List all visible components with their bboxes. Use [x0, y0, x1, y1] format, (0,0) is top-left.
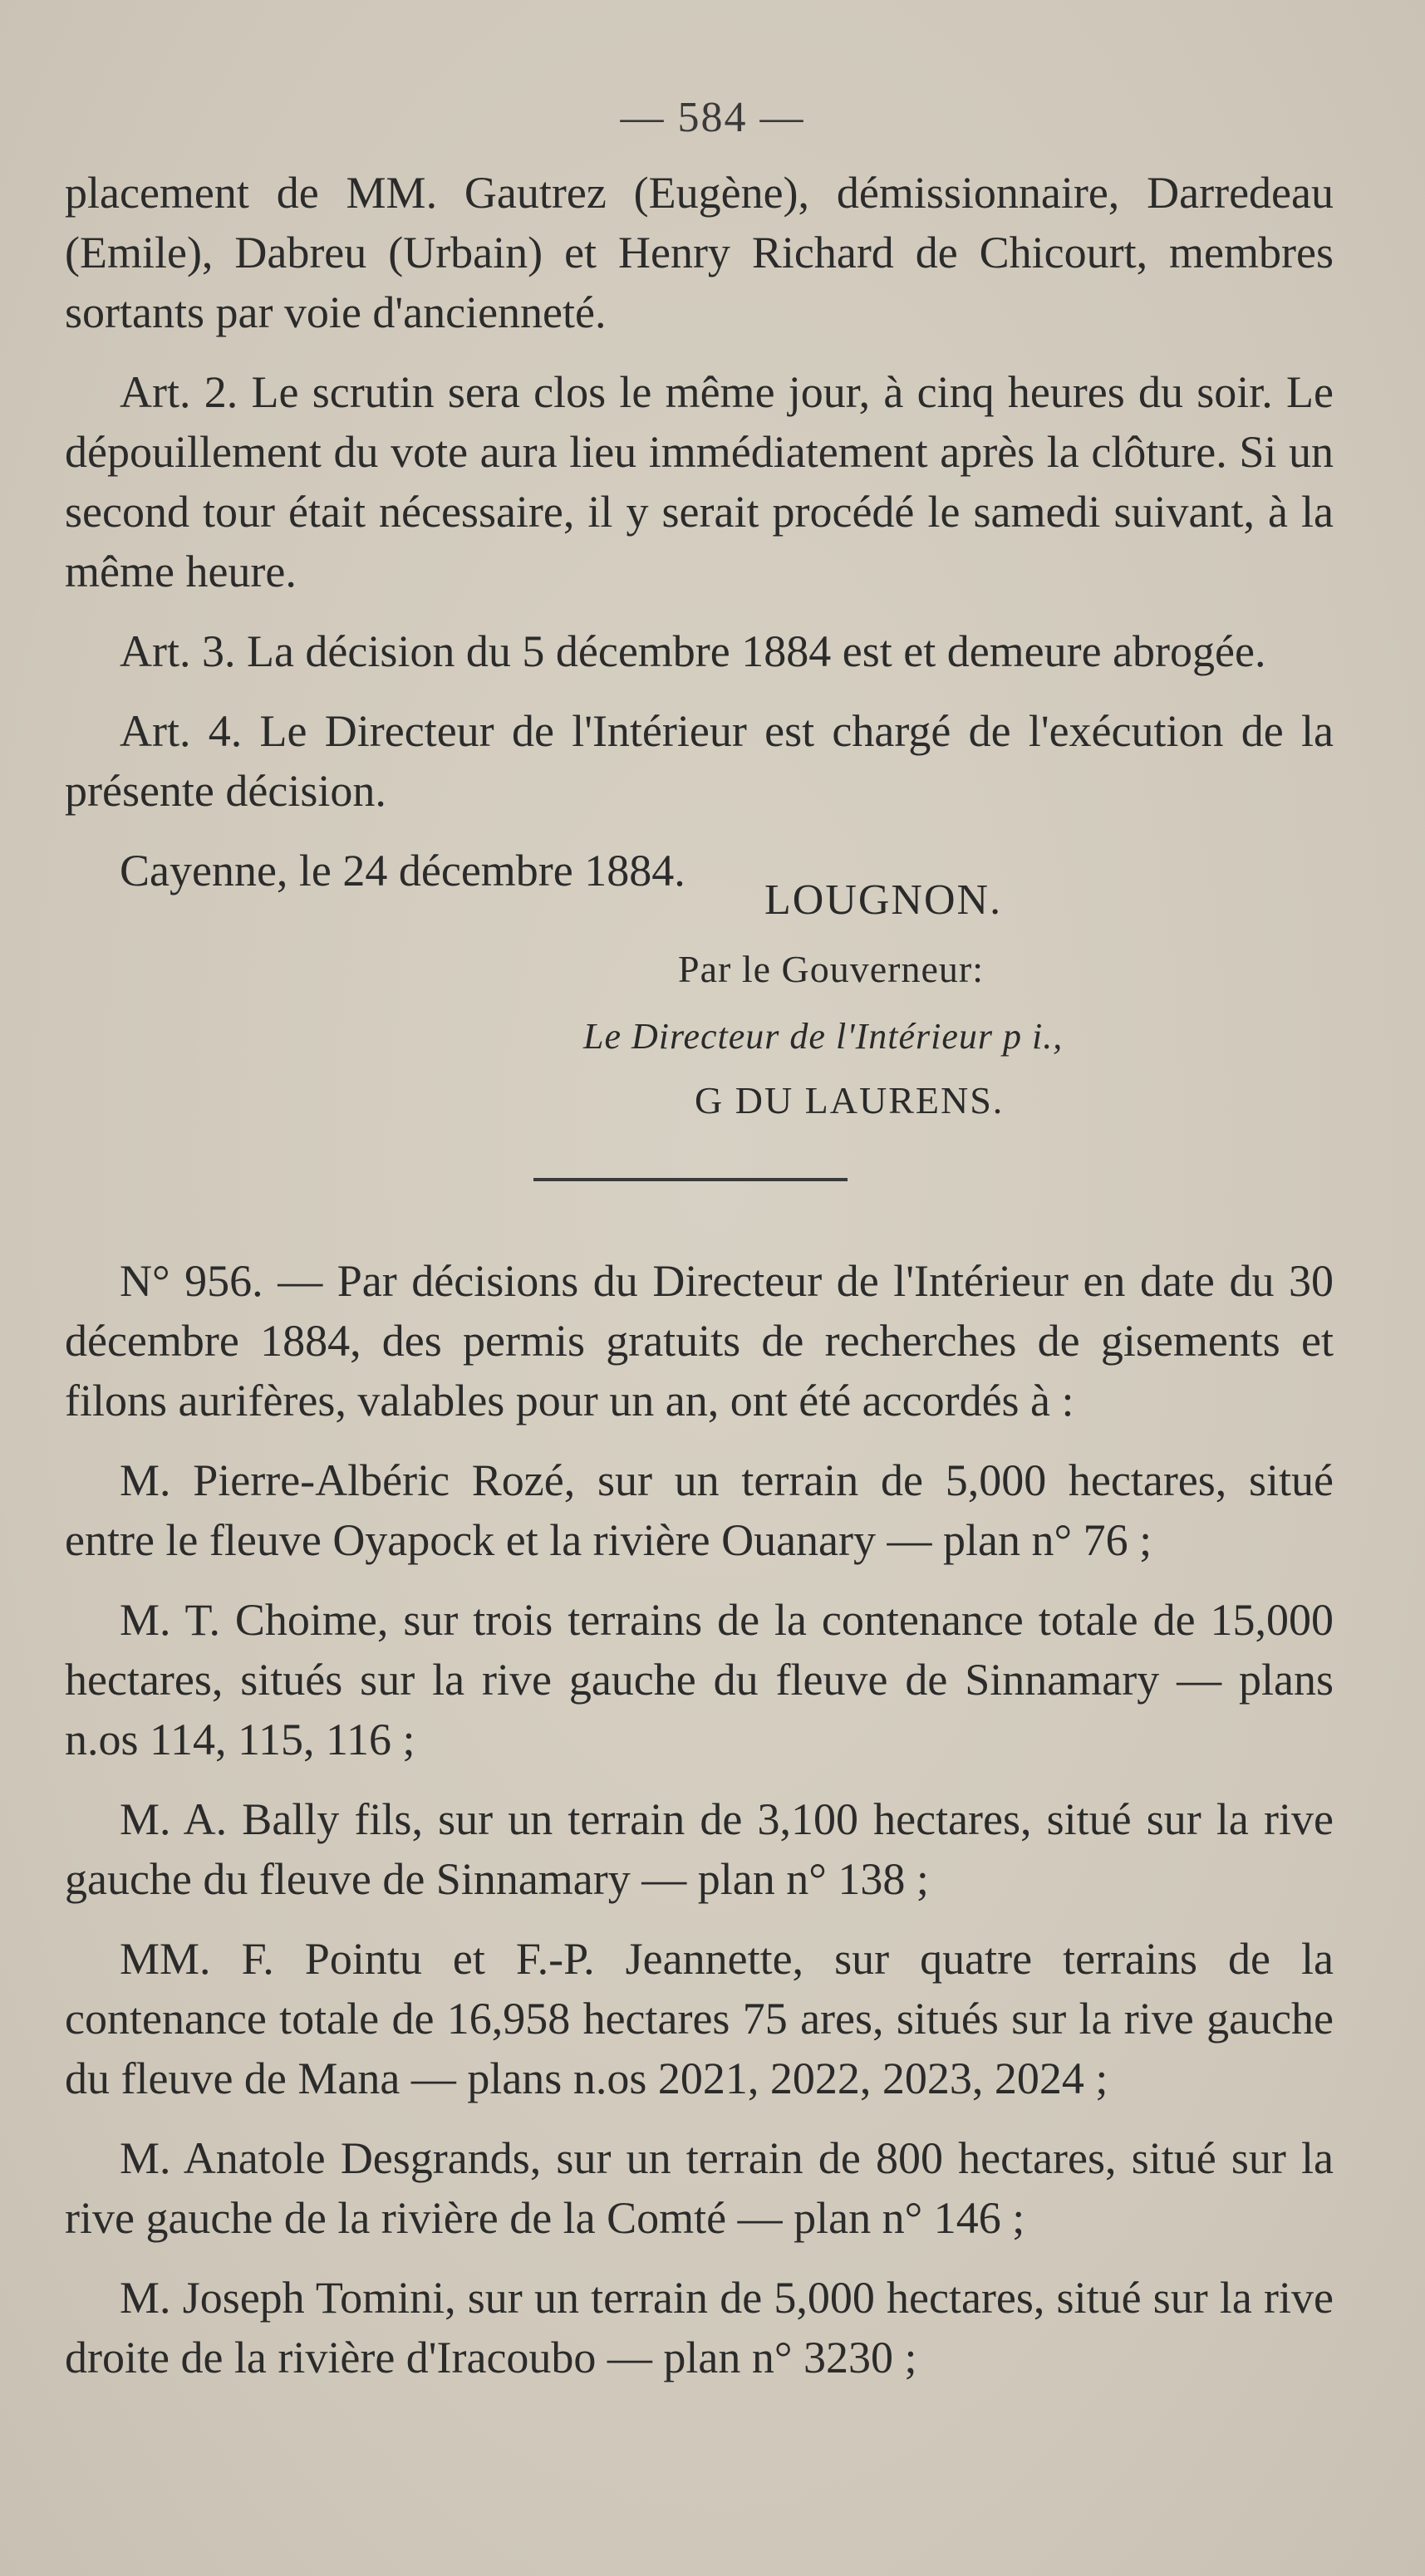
article-3: Art. 3. La décision du 5 décembre 1884 est et demeure abrogée. — [120, 626, 1266, 676]
permit-item: M. Pierre-Albéric Rozé, sur un terrain de 5,000 hectares, situé entre le fleuve Oyapock et la rivière Ouanary — plan n° 76 ; — [65, 1455, 1334, 1565]
director-signature: G DU LAURENS. — [695, 1079, 1005, 1121]
permit-item: M. A. Bally fils, sur un terrain de 3,100 hectares, situé sur la rive gauche du fleuve de Sinnamary — plan n° 138 ; — [65, 1794, 1334, 1904]
permit-item: M. T. Choime, sur trois terrains de la contenance totale de 15,000 hectares, situés sur la rive gauche du fleuve de Sinnamary — plans n.os 114, 115, 116 ; — [65, 1595, 1334, 1764]
governor-signature: LOUGNON. — [764, 876, 1003, 924]
decision-956-intro: N° 956. — Par décisions du Directeur de l'Intérieur en date du 30 décembre 1884, des permis gratuits de recherches de gisements et filons aurifères, valables pour un an, ont été accordés à : — [65, 1256, 1334, 1425]
article-4: Art. 4. Le Directeur de l'Intérieur est chargé de l'exécution de la présente décision. — [65, 706, 1334, 816]
director-title: Le Directeur de l'Intérieur p i., — [583, 1016, 1064, 1057]
decision-text — [65, 163, 1334, 900]
permit-item: M. Joseph Tomini, sur un terrain de 5,000 hectares, situé sur la rive droite de la rivière d'Iracoubo — plan n° 3230 ; — [65, 2273, 1334, 2382]
permit-item: MM. F. Pointu et F.-P. Jeannette, sur quatre terrains de la contenance totale de 16,958 hectares 75 ares, situés sur la rive gauche du fleuve de Mana — plans n.os 2021, 2022, 2023, 2024 ; — [65, 1934, 1334, 2103]
paragraph-continuation: placement de MM. Gautrez (Eugène), démissionnaire, Darredeau (Emile), Dabreu (Urbain) et Henry Richard de Chicourt, membres sortants par voie d'ancienneté. — [65, 168, 1334, 337]
permits-text — [65, 1251, 1334, 2387]
by-governor-line: Par le Gouverneur: — [678, 948, 984, 990]
page-number: — 584 — — [620, 94, 805, 141]
date-line: Cayenne, le 24 décembre 1884. — [120, 846, 685, 895]
article-2: Art. 2. Le scrutin sera clos le même jour, à cinq heures du soir. Le dépouillement du vote aura lieu immédiatement après la clôture. Si un second tour était nécessaire, il y serait procédé le samedi suivant, à la même heure. — [65, 367, 1334, 596]
permit-item: M. Anatole Desgrands, sur un terrain de 800 hectares, situé sur la rive gauche de la rivière de la Comté — plan n° 146 ; — [65, 2133, 1334, 2243]
section-divider — [533, 1178, 848, 1181]
